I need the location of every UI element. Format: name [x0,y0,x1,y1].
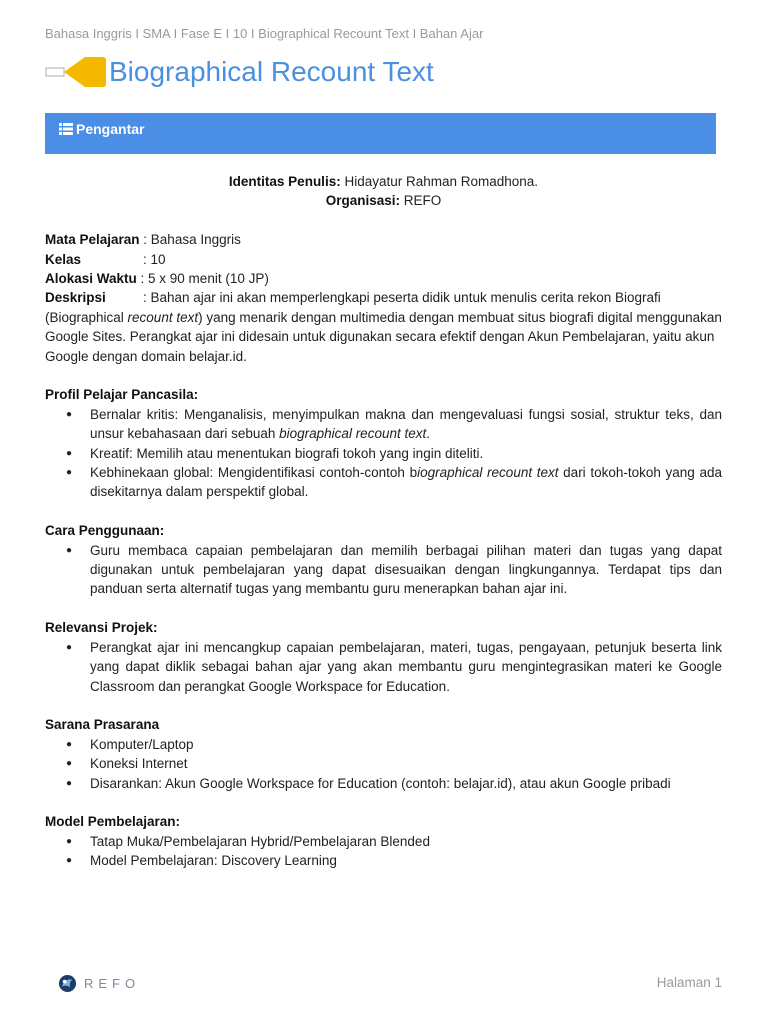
list-item: ● Model Pembelajaran: Discovery Learning [45,851,722,870]
class-label: Kelas [45,251,82,267]
cara-title: Cara Penggunaan: [45,523,165,539]
sarana-list [45,735,722,793]
section-header-pengantar [45,113,716,154]
list-item: ● Tatap Muka/Pembelajaran Hybrid/Pembelajaran Blended [45,832,722,851]
subject-value: : Bahasa Inggris [139,232,241,248]
time-row [45,269,722,288]
logo-text: REFO [84,976,141,991]
page-title: Biographical Recount Text [109,56,434,87]
cara-list [45,541,722,599]
time-value: : 5 x 90 menit (10 JP) [136,271,269,287]
class-row [45,250,722,269]
list-item: ● Komputer/Laptop [45,735,722,754]
model-list [45,832,722,871]
class-value: : 10 [143,251,166,267]
footer-logo [58,974,140,993]
title-row [45,52,434,92]
breadcrumb: Bahasa Inggris I SMA I Fase E I 10 I Biographical Recount Text I Bahan Ajar [45,26,484,41]
list-icon [59,123,73,135]
author-line [45,172,722,191]
author-value: Hidayatur Rahman Romadhona. [340,174,539,189]
relevansi-list [45,638,722,696]
profil-title: Profil Pelajar Pancasila: [45,387,199,403]
organization-label: Organisasi: [325,193,400,209]
main-content [45,172,722,871]
sarana-title: Sarana Prasarana [45,717,160,733]
organization-value: REFO [400,193,442,209]
page-number: Halaman 1 [656,975,722,990]
list-item: ● Kebhinekaan global: Mengidentifikasi contoh-contoh biographical recount text dari tokoh-tokoh yang ada disekitarnya dalam perspektif global. [45,463,722,502]
description-text-2: ) yang menarik dengan multimedia dengan membuat situs biografi digital menggunakan Google Sites. Perangkat ajar ini didesain untuk digunakan secara efektif dengan Akun Pembelajaran, yaitu akun Google dengan domain belajar.id. [45,309,722,364]
organization-line [45,191,722,210]
author-label: Identitas Penulis: [228,174,341,189]
list-item: ● Bernalar kritis: Menganalisis, menyimpulkan makna dan mengevaluasi fungsi sosial, struktur teks, dan unsur kebahasaan dari sebuah biographical recount text. [45,405,722,444]
list-item: ● Kreatif: Memilih atau menentukan biografi tokoh yang ingin diteliti. [45,444,722,463]
profil-list [45,405,722,502]
description-paragraph [45,288,722,366]
pencil-icon [45,52,107,92]
relevansi-title: Relevansi Projek: [45,620,158,636]
description-label: Deskripsi [45,290,106,306]
description-italic: recount text [127,309,199,325]
time-label: Alokasi Waktu [45,271,137,287]
subject-row [45,230,722,249]
model-title: Model Pembelajaran: [45,814,181,830]
section-label: Pengantar [76,121,145,137]
list-item: ● Guru membaca capaian pembelajaran dan memilih berbagai pilihan materi dan tugas yang dapat digunakan untuk pembelajaran yang dapat disesuaikan dengan lingkungannya. Terdapat tips dan panduan serta alternatif tugas yang membantu guru menerapkan bahan ajar ini. [45,541,722,599]
refo-logo-icon [58,974,77,993]
list-item: ● Koneksi Internet [45,754,722,773]
subject-label: Mata Pelajaran [45,232,140,248]
list-item: ● Perangkat ajar ini mencangkup capaian pembelajaran, materi, tugas, pengayaan, petunjuk beserta link yang dapat diklik sebagai bahan ajar yang akan membantu guru mengintegrasikan materi ke Google Classroom dan perangkat Google Workspace for Education. [45,638,722,696]
description-text-1: : Bahan ajar ini akan memperlengkapi peserta didik untuk menulis cerita rekon Biografi (Biographical [45,290,661,325]
list-item: ● Disarankan: Akun Google Workspace for Education (contoh: belajar.id), atau akun Google pribadi [45,774,722,793]
